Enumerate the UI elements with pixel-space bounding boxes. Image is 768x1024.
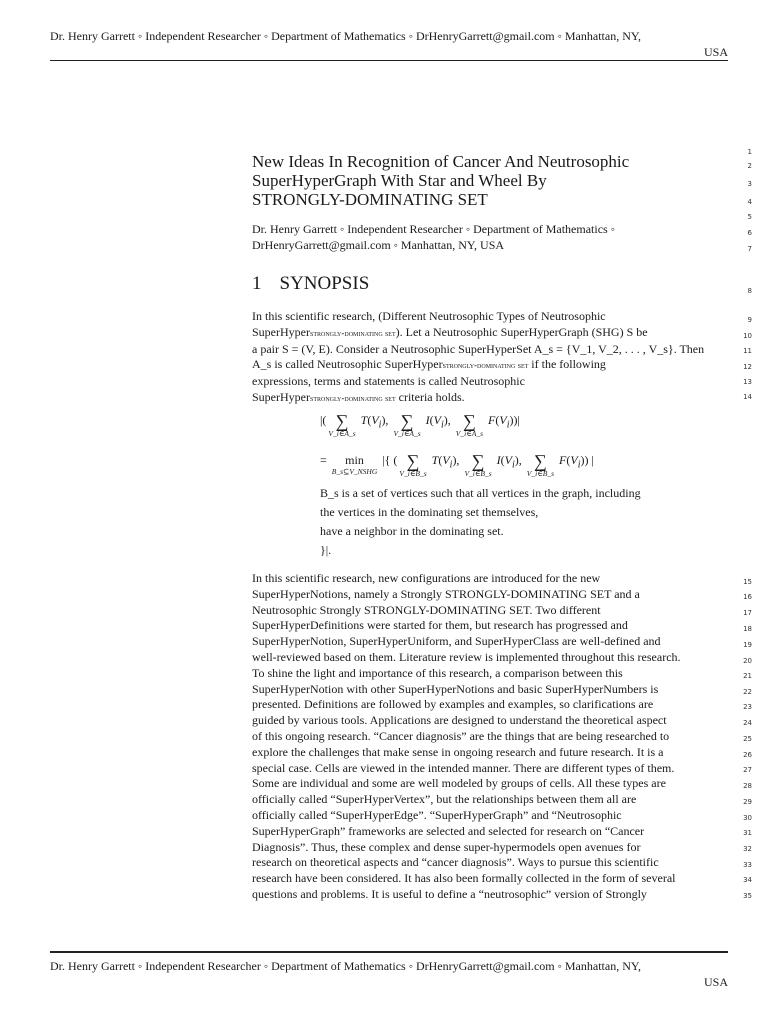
title-line-1: New Ideas In Recognition of Cancer And Neutrosophic	[252, 152, 630, 171]
section-heading	[252, 273, 727, 295]
line-number: 12	[743, 363, 752, 371]
paper-title	[252, 152, 727, 209]
p2-line: explore the challenges that make sense in ongoing research and future research. It is a	[252, 744, 664, 759]
line-number: 11	[743, 347, 752, 355]
p2-line: Neutrosophic Strongly STRONGLY-DOMINATING SET. Two different	[252, 602, 601, 617]
formula-row-1: |( ∑ V_i∈A_s $T(V_i)$, ∑ V_i∈A_s $I(V_i)$, ∑ V_i∈A_s $F(V_i))|$	[320, 411, 520, 438]
p2-line: SuperHyperDefinitions were started for them, but research has progressed and	[252, 618, 628, 633]
line-number: 15	[743, 578, 752, 586]
formula-text-1: B_s is a set of vertices such that all vertices in the graph, including	[320, 486, 641, 500]
p2-line: SuperHyperNotion, SuperHyperUniform, and SuperHyperClass are well-defined and	[252, 634, 661, 649]
p1-line: SuperHyperstrongly-dominating set criteria holds.	[252, 389, 465, 404]
p2-line: research have been considered. It has also been formally collected in the form of several	[252, 871, 676, 886]
p1-line: expressions, terms and statements is called Neutrosophic	[252, 374, 525, 389]
p2-line: In this scientific research, new configurations are introduced for the new	[252, 571, 601, 585]
line-number: 31	[743, 829, 752, 837]
p2-line: officially called “SuperHyperVertex”, but the relationships between them all are	[252, 792, 637, 807]
header-line-2: USA	[703, 45, 728, 59]
p2-line: guided by various tools. Applications are designed to understand the theoretical aspect	[252, 713, 667, 728]
p1-line: a pair S = (V, E). Consider a Neutrosophic SuperHyperSet A_s = {V_1, V_2, . . . , V_s}. Then	[252, 341, 705, 356]
line-number: 18	[743, 625, 752, 633]
line-number: 22	[743, 688, 752, 696]
author-line-2: DrHenryGarrett@gmail.com ◦ Manhattan, NY, USA	[252, 238, 505, 252]
author-block	[252, 221, 727, 253]
running-footer	[50, 958, 728, 990]
p1-line: In this scientific research, (Different Neutrosophic Types of Neutrosophic	[252, 309, 606, 323]
p2-line: officially called “SuperHyperEdge”. “SuperHyperGraph” and “Neutrosophic	[252, 807, 622, 822]
formula-text-3: have a neighbor in the dominating set.	[320, 524, 504, 538]
header-rule	[50, 60, 728, 61]
line-number: 5	[747, 213, 752, 221]
p2-line: Diagnosis”. Thus, these complex and dense super-hypermodels open avenues for	[252, 839, 641, 854]
p1-line: A_s is called Neutrosophic SuperHyperstrongly-dominating set if the following	[252, 357, 606, 372]
line-number: 20	[743, 657, 752, 665]
line-number: 7	[747, 245, 752, 253]
p2-line: well-reviewed based on them. Literature review is implemented throughout this research.	[252, 649, 681, 664]
line-number: 2	[747, 162, 752, 170]
line-number: 21	[743, 672, 752, 680]
p2-line: presented. Definitions are followed by examples and examples, so clarifications are	[252, 697, 654, 712]
line-number: 1	[747, 148, 752, 156]
line-number: 32	[743, 845, 752, 853]
formula-text-2: the vertices in the dominating set themselves,	[320, 505, 539, 519]
running-header	[50, 28, 728, 60]
line-number: 14	[743, 393, 752, 401]
line-number: 27	[743, 766, 752, 774]
line-number: 33	[743, 861, 752, 869]
title-line-2: SuperHyperGraph With Star and Wheel By	[252, 171, 547, 190]
line-number: 24	[743, 719, 752, 727]
p2-line: Some are individual and some are well modeled by groups of cells. All these types are	[252, 776, 666, 791]
line-number: 25	[743, 735, 752, 743]
p2-line: SuperHyperNotion with other SuperHyperNotions and basic SuperHyperNumbers is	[252, 681, 659, 696]
line-number: 6	[747, 229, 752, 237]
p2-line: questions and problems. It is useful to define a “neutrosophic” version of Strongly	[252, 886, 647, 901]
p2-line: SuperHyperGraph” frameworks are selected and selected for research on “Cancer	[252, 823, 645, 838]
author-line-1: Dr. Henry Garrett ◦ Independent Researcher ◦ Department of Mathematics ◦	[252, 222, 615, 236]
line-number: 23	[743, 703, 752, 711]
section-number: 1	[252, 273, 262, 294]
line-number: 13	[743, 378, 752, 386]
p2-line: special case. Cells are viewed in the intended manner. There are different types of them.	[252, 760, 675, 775]
line-number: 3	[747, 180, 752, 188]
line-number: 17	[743, 609, 752, 617]
footer-rule	[50, 951, 728, 953]
footer-line-1: Dr. Henry Garrett ◦ Independent Researcher ◦ Department of Mathematics ◦ DrHenryGarrett@gmail.com ◦ Manhattan, NY,	[50, 959, 641, 973]
line-number: 29	[743, 798, 752, 806]
line-number: 4	[747, 198, 752, 206]
p2-line: of this ongoing research. “Cancer diagnosis” are the things that are being researched to	[252, 728, 670, 743]
formula-text-4: }|.	[320, 543, 332, 557]
line-number: 9	[747, 316, 752, 324]
section-title: SYNOPSIS	[279, 273, 370, 294]
synopsis-paragraph-1	[252, 309, 727, 407]
line-number: 8	[747, 287, 752, 295]
line-number: 34	[743, 876, 752, 884]
p2-line: SuperHyperNotions, namely a Strongly STRONGLY-DOMINATING SET and a	[252, 586, 640, 601]
header-line-1: Dr. Henry Garrett ◦ Independent Researcher ◦ Department of Mathematics ◦ DrHenryGarrett@gmail.com ◦ Manhattan, NY,	[50, 29, 641, 43]
title-line-3: STRONGLY-DOMINATING SET	[252, 190, 488, 209]
p2-line: research on theoretical aspects and “cancer diagnosis”. Ways to pursue this scientific	[252, 855, 659, 870]
line-number: 19	[743, 641, 752, 649]
line-number: 28	[743, 782, 752, 790]
footer-line-2: USA	[703, 975, 728, 989]
line-number: 10	[743, 332, 752, 340]
synopsis-paragraph-2	[252, 571, 727, 903]
line-number: 35	[743, 892, 752, 900]
p2-line: To shine the light and importance of this research, a comparison between this	[252, 665, 623, 680]
formula-row-2: = min B_s⊆V_NSHG |{ ( ∑ V_i∈B_s $T(V_i)$, ∑ V_i∈B_s $I(V_i)$, ∑ V_i∈B_s $F(V_i)$) |	[320, 451, 594, 478]
line-number: 26	[743, 751, 752, 759]
line-number: 30	[743, 814, 752, 822]
p1-line: SuperHyperstrongly-dominating set). Let a Neutrosophic SuperHyperGraph (SHG) S be	[252, 324, 648, 339]
line-number: 16	[743, 593, 752, 601]
